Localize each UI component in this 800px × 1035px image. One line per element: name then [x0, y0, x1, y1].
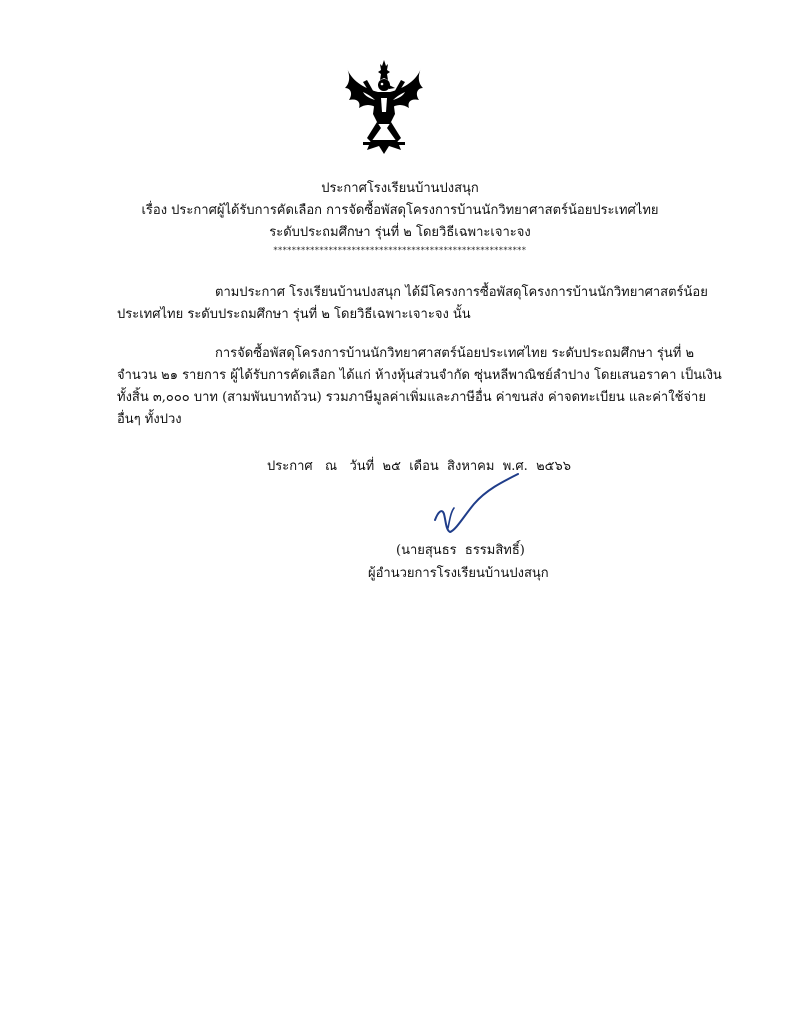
- announcement-title: ประกาศโรงเรียนบ้านปงสนุก: [321, 181, 479, 196]
- garuda-emblem-icon: [343, 58, 425, 158]
- paragraph-line: การจัดซื้อพัสดุโครงการบ้านนักวิทยาศาสตร์น้อยประเทศไทย ระดับประถมศึกษา รุ่นที่ ๒: [215, 346, 695, 361]
- paragraph-line: อื่นๆ ทั้งปวง: [117, 412, 182, 427]
- paragraph-line: จำนวน ๒๑ รายการ ผู้ได้รับการคัดเลือก ได้แก่ ห้างหุ้นส่วนจำกัด ซุ่นหลีพาณิชย์ลำปาง โดยเสนอราคา เป็นเงิน: [117, 368, 722, 383]
- paragraph-selection-result: [117, 343, 722, 431]
- signer-title: ผู้อำนวยการโรงเรียนบ้านปงสนุก: [368, 566, 549, 581]
- paragraph-line: ทั้งสิ้น ๓,๐๐๐ บาท (สามพันบาทถ้วน) รวมภาษีมูลค่าเพิ่มและภาษีอื่น ค่าขนส่ง ค่าจดทะเบียน และค่าใช้จ่าย: [117, 390, 706, 405]
- announcement-subject: เรื่อง ประกาศผู้ได้รับการคัดเลือก การจัดซื้อพัสดุโครงการบ้านนักวิทยาศาสตร์น้อยประเทศไทย: [141, 203, 659, 218]
- signer-name: (นายสุนธร ธรรมสิทธิ์): [396, 543, 525, 558]
- paragraph-line: ตามประกาศ โรงเรียนบ้านปงสนุก ได้มีโครงการซื้อพัสดุโครงการบ้านนักวิทยาศาสตร์น้อย: [215, 285, 708, 300]
- signature-icon: [420, 468, 540, 548]
- star-divider: *******************************************************: [273, 246, 527, 255]
- announcement-level: ระดับประถมศึกษา รุ่นที่ ๒ โดยวิธีเฉพาะเจาะจง: [269, 225, 531, 240]
- paragraph-reference: [117, 282, 708, 326]
- paragraph-line: ประเทศไทย ระดับประถมศึกษา รุ่นที่ ๒ โดยวิธีเฉพาะเจาะจง นั้น: [117, 307, 471, 322]
- announcement-date: ประกาศ ณ วันที่ ๒๕ เดือน สิงหาคม พ.ศ. ๒๕๖๖: [267, 459, 571, 474]
